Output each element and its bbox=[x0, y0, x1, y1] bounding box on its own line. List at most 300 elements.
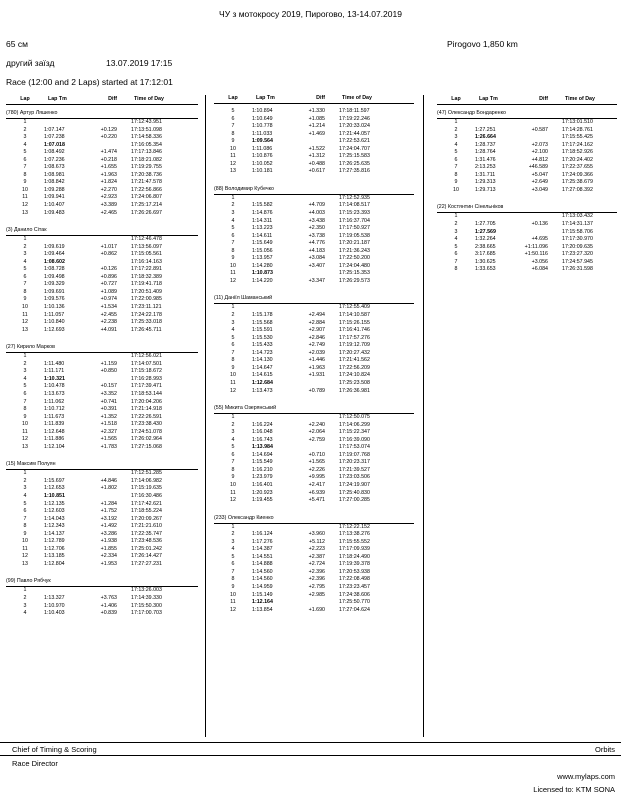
time-of-day: 17:15:55.425 bbox=[562, 134, 593, 141]
lap-row bbox=[6, 561, 198, 569]
lap-row bbox=[6, 244, 198, 252]
lap-diff: +3.763 bbox=[100, 594, 117, 601]
column-header bbox=[214, 94, 414, 104]
lap-number: 12 bbox=[22, 202, 28, 209]
lap-time: 1:16.210 bbox=[252, 466, 273, 473]
lap-row bbox=[6, 251, 198, 259]
lap-row bbox=[437, 119, 617, 127]
lap-number: 5 bbox=[454, 149, 458, 156]
lap-number: 13 bbox=[22, 443, 28, 450]
lap-time: 1:11.171 bbox=[44, 368, 65, 375]
lap-number: 7 bbox=[231, 349, 235, 356]
lap-number: 6 bbox=[23, 273, 27, 280]
lap-number: 8 bbox=[454, 171, 458, 178]
lap-time: 1:15.056 bbox=[252, 247, 273, 254]
lap-number: 12 bbox=[230, 387, 236, 394]
lap-time: 1:12.164 bbox=[252, 599, 273, 606]
lap-number: 6 bbox=[23, 508, 27, 515]
lap-diff: +3.056 bbox=[531, 258, 548, 265]
time-of-day: 17:17:42.621 bbox=[131, 500, 162, 507]
time-of-day: 17:12:55.409 bbox=[339, 304, 370, 311]
lap-row bbox=[214, 474, 414, 482]
time-of-day: 17:21:47.578 bbox=[131, 179, 162, 186]
column-header bbox=[6, 95, 198, 105]
lap-number: 8 bbox=[231, 466, 235, 473]
lap-number: 3 bbox=[23, 485, 27, 492]
lap-diff: +1.330 bbox=[308, 108, 325, 114]
time-of-day: 17:14:08.517 bbox=[339, 202, 370, 209]
lap-time: 1:15.549 bbox=[252, 459, 273, 466]
lap-row bbox=[6, 478, 198, 486]
lap-number: 2 bbox=[23, 594, 27, 601]
lap-time: 1:28.737 bbox=[475, 141, 496, 148]
time-of-day: 17:18:53.144 bbox=[131, 390, 162, 397]
lap-diff: +3.389 bbox=[100, 202, 117, 209]
lap-row bbox=[6, 516, 198, 524]
lap-time: 1:12.804 bbox=[44, 560, 65, 567]
header-lap-tm: Lap Tm bbox=[48, 96, 67, 102]
time-of-day: 17:16:41.746 bbox=[339, 327, 370, 334]
lap-row bbox=[437, 251, 617, 259]
lap-number: 5 bbox=[231, 108, 235, 114]
lap-row bbox=[214, 255, 414, 263]
time-of-day: 17:14:06.982 bbox=[131, 477, 162, 484]
lap-time: 1:12.653 bbox=[44, 485, 65, 492]
lap-diff: +2.350 bbox=[308, 225, 325, 232]
time-of-day: 17:14:07.501 bbox=[131, 360, 162, 367]
lap-number: 9 bbox=[231, 255, 235, 262]
lap-time: 1:15.568 bbox=[252, 319, 273, 326]
lap-time: 1:10.873 bbox=[252, 270, 273, 277]
time-of-day: 17:14:31.137 bbox=[562, 221, 593, 228]
lap-row bbox=[214, 437, 414, 445]
time-of-day: 17:22:50.200 bbox=[339, 255, 370, 262]
lap-number: 11 bbox=[22, 428, 28, 435]
time-of-day: 17:15:55.552 bbox=[339, 538, 370, 545]
lap-diff: +1.492 bbox=[100, 523, 117, 530]
lap-row bbox=[214, 357, 414, 365]
lap-diff: +2.334 bbox=[100, 553, 117, 560]
lap-number: 6 bbox=[231, 561, 235, 568]
rider-block bbox=[437, 203, 617, 273]
lap-diff: +1.752 bbox=[100, 508, 117, 515]
lap-diff: +3.960 bbox=[308, 531, 325, 538]
lap-time: 1:13.854 bbox=[252, 606, 273, 613]
lap-number: 12 bbox=[22, 319, 28, 326]
lap-time: 1:15.149 bbox=[252, 591, 273, 598]
time-of-day: 17:19:07.768 bbox=[339, 451, 370, 458]
lap-row bbox=[214, 561, 414, 569]
lap-time: 1:23.979 bbox=[252, 474, 273, 481]
time-of-day: 17:22:56.209 bbox=[339, 364, 370, 371]
lap-number: 5 bbox=[23, 500, 27, 507]
lap-diff: +0.136 bbox=[531, 221, 548, 228]
lap-row bbox=[437, 157, 617, 165]
lap-time: 1:13.673 bbox=[44, 390, 65, 397]
results-column-2 bbox=[214, 94, 414, 614]
lap-time: 1:16.048 bbox=[252, 429, 273, 436]
lap-row bbox=[214, 218, 414, 226]
lap-row bbox=[214, 240, 414, 248]
lap-row bbox=[6, 587, 198, 595]
lap-diff: +6.939 bbox=[308, 489, 325, 496]
time-of-day: 17:14:10.587 bbox=[339, 312, 370, 319]
lap-time: 1:09.576 bbox=[44, 296, 65, 303]
lap-row bbox=[214, 592, 414, 600]
lap-row bbox=[6, 149, 198, 157]
lap-row bbox=[6, 179, 198, 187]
lap-diff: +5.047 bbox=[531, 171, 548, 178]
time-of-day: 17:20:21.187 bbox=[339, 240, 370, 247]
lap-row bbox=[6, 194, 198, 202]
time-of-day: 17:24:10.824 bbox=[339, 372, 370, 379]
lap-number: 8 bbox=[454, 266, 458, 273]
header-lap-tm: Lap Tm bbox=[256, 95, 275, 101]
time-of-day: 17:20:51.409 bbox=[131, 288, 162, 295]
lap-number: 5 bbox=[23, 149, 27, 156]
lap-number: 12 bbox=[230, 277, 236, 284]
lap-number: 1 bbox=[454, 119, 458, 125]
lap-time: 1:10.778 bbox=[252, 123, 273, 130]
lap-row bbox=[6, 610, 198, 618]
lap-time: 1:19.455 bbox=[252, 497, 273, 504]
lap-diff: +1.655 bbox=[100, 164, 117, 171]
lap-diff: +2.396 bbox=[308, 576, 325, 583]
lap-diff: +4.091 bbox=[100, 326, 117, 333]
lap-row bbox=[6, 164, 198, 172]
lap-row bbox=[214, 380, 414, 388]
rider-block bbox=[214, 294, 414, 395]
time-of-day: 17:17:57.276 bbox=[339, 334, 370, 341]
time-of-day: 17:25:17.214 bbox=[131, 202, 162, 209]
lap-number: 6 bbox=[231, 342, 235, 349]
lap-diff: +0.488 bbox=[308, 160, 325, 167]
lap-number: 1 bbox=[23, 236, 27, 243]
lap-time: 1:14.888 bbox=[252, 561, 273, 568]
lap-time: 1:13.185 bbox=[44, 553, 65, 560]
lap-time: 1:10.712 bbox=[44, 406, 65, 413]
lap-diff: +3.407 bbox=[308, 262, 325, 269]
lap-number: 13 bbox=[230, 168, 236, 175]
lap-diff: +3.347 bbox=[308, 277, 325, 284]
lap-row bbox=[214, 263, 414, 271]
lap-number: 8 bbox=[23, 406, 27, 413]
lap-number: 11 bbox=[230, 153, 236, 160]
lap-diff: +1.474 bbox=[100, 149, 117, 156]
lap-row bbox=[6, 236, 198, 244]
race-director-label: Race Director bbox=[12, 759, 58, 768]
lap-row bbox=[6, 361, 198, 369]
lap-time: 1:16.224 bbox=[252, 421, 273, 428]
lap-diff: +2.226 bbox=[308, 466, 325, 473]
lap-diff: +1.446 bbox=[308, 357, 325, 364]
time-of-day: 17:21:41.562 bbox=[339, 357, 370, 364]
lap-diff: +0.727 bbox=[100, 281, 117, 288]
lap-time: 1:08.673 bbox=[44, 164, 65, 171]
time-of-day: 17:19:29.755 bbox=[131, 164, 162, 171]
time-of-day: 17:18:24.490 bbox=[339, 553, 370, 560]
lap-time: 1:29.713 bbox=[475, 186, 496, 193]
lap-number: 2 bbox=[231, 202, 235, 209]
lap-number: 4 bbox=[454, 141, 458, 148]
lap-row bbox=[6, 210, 198, 218]
header-lap-tm: Lap Tm bbox=[479, 96, 498, 102]
header-lap: Lap bbox=[20, 96, 30, 102]
lap-diff: +1.406 bbox=[100, 602, 117, 609]
time-of-day: 17:17:53.074 bbox=[339, 444, 370, 451]
time-of-day: 17:26:02.964 bbox=[131, 436, 162, 443]
rider-name: (3) Данило Сітак bbox=[6, 226, 198, 236]
time-of-day: 17:24:51.078 bbox=[131, 428, 162, 435]
time-of-day: 17:26:36.981 bbox=[339, 387, 370, 394]
lap-time: 1:14.387 bbox=[252, 546, 273, 553]
time-of-day: 17:25:01.242 bbox=[131, 545, 162, 552]
lap-row bbox=[6, 266, 198, 274]
lap-number: 3 bbox=[454, 134, 458, 141]
lap-number: 10 bbox=[22, 538, 28, 545]
time-of-day: 17:12:43.951 bbox=[131, 119, 162, 125]
rider-block bbox=[214, 108, 414, 176]
lap-time: 1:12.693 bbox=[44, 326, 65, 333]
lap-number: 3 bbox=[23, 602, 27, 609]
lap-time: 1:10.136 bbox=[44, 304, 65, 311]
lap-diff: +9.995 bbox=[308, 474, 325, 481]
lap-number: 3 bbox=[231, 210, 235, 217]
time-of-day: 17:22:35.747 bbox=[131, 530, 162, 537]
rider-name: (99) Павло Рябчук bbox=[6, 577, 198, 587]
lap-diff: +46.589 bbox=[528, 164, 548, 171]
header-time-of-day: Time of Day bbox=[134, 96, 164, 102]
header-diff: Diff bbox=[539, 96, 548, 102]
class-name: 65 см bbox=[6, 39, 28, 49]
time-of-day: 17:20:38.736 bbox=[131, 171, 162, 178]
lap-row bbox=[214, 168, 414, 176]
lap-number: 5 bbox=[231, 225, 235, 232]
lap-number: 4 bbox=[23, 375, 27, 382]
time-of-day: 17:17:22.891 bbox=[131, 266, 162, 273]
lap-diff: +0.896 bbox=[100, 273, 117, 280]
lap-row bbox=[214, 365, 414, 373]
lap-diff: +2.064 bbox=[308, 429, 325, 436]
header-diff: Diff bbox=[316, 95, 325, 101]
lap-number: 7 bbox=[23, 281, 27, 288]
lap-number: 9 bbox=[23, 413, 27, 420]
time-of-day: 17:12:56.021 bbox=[131, 353, 162, 360]
lap-time: 1:16.743 bbox=[252, 436, 273, 443]
lap-row bbox=[437, 259, 617, 267]
lap-row bbox=[214, 304, 414, 312]
time-of-day: 17:26:45.711 bbox=[131, 326, 162, 333]
lap-time: 1:09.329 bbox=[44, 281, 65, 288]
lap-number: 8 bbox=[23, 523, 27, 530]
time-of-day: 17:18:52.926 bbox=[562, 149, 593, 156]
lap-time: 1:08.602 bbox=[44, 258, 65, 265]
time-of-day: 17:17:50.927 bbox=[339, 225, 370, 232]
lap-time: 2:38.665 bbox=[475, 243, 496, 250]
rider-block bbox=[6, 226, 198, 334]
lap-number: 2 bbox=[23, 243, 27, 250]
lap-row bbox=[6, 603, 198, 611]
lap-number: 10 bbox=[230, 262, 236, 269]
time-of-day: 17:22:56.866 bbox=[131, 186, 162, 193]
lap-number: 10 bbox=[22, 421, 28, 428]
lap-diff: +1.159 bbox=[100, 360, 117, 367]
lap-diff: +3.352 bbox=[100, 390, 117, 397]
column-divider bbox=[423, 95, 424, 737]
lap-time: 1:09.619 bbox=[44, 243, 65, 250]
lap-number: 1 bbox=[454, 213, 458, 220]
lap-diff: +2.039 bbox=[308, 349, 325, 356]
time-of-day: 17:23:03.506 bbox=[339, 474, 370, 481]
lap-row bbox=[6, 312, 198, 320]
time-of-day: 17:13:26.003 bbox=[131, 587, 162, 594]
lap-number: 9 bbox=[23, 530, 27, 537]
lap-diff: +2.240 bbox=[308, 421, 325, 428]
results-column-1 bbox=[6, 95, 198, 618]
lap-time: 1:32.264 bbox=[475, 236, 496, 243]
track-name: Pirogovo 1,850 km bbox=[447, 39, 518, 49]
lap-number: 13 bbox=[22, 326, 28, 333]
time-of-day: 17:16:39.090 bbox=[339, 436, 370, 443]
lap-number: 11 bbox=[22, 194, 28, 201]
lap-diff: +5.471 bbox=[308, 497, 325, 504]
lap-diff: +2.238 bbox=[100, 319, 117, 326]
lap-row bbox=[6, 421, 198, 429]
lap-number: 7 bbox=[231, 123, 235, 130]
lap-row bbox=[214, 414, 414, 422]
lap-row bbox=[6, 157, 198, 165]
time-of-day: 17:12:22.152 bbox=[339, 523, 370, 530]
lap-diff: +2.270 bbox=[100, 186, 117, 193]
time-of-day: 17:16:37.704 bbox=[339, 217, 370, 224]
lap-time: 1:14.611 bbox=[252, 232, 273, 239]
lap-row bbox=[6, 327, 198, 335]
lap-number: 6 bbox=[23, 390, 27, 397]
lap-row bbox=[214, 444, 414, 452]
time-of-day: 17:16:05.354 bbox=[131, 141, 162, 148]
lap-number: 4 bbox=[231, 436, 235, 443]
lap-row bbox=[214, 278, 414, 286]
lap-row bbox=[214, 459, 414, 467]
lap-diff: +4.709 bbox=[308, 202, 325, 209]
time-of-day: 17:15:50.300 bbox=[131, 602, 162, 609]
lap-diff: +2.455 bbox=[100, 311, 117, 318]
lap-time: 1:31.476 bbox=[475, 156, 496, 163]
time-of-day: 17:20:33.024 bbox=[339, 123, 370, 130]
lap-time: 1:13.957 bbox=[252, 255, 273, 262]
time-of-day: 17:19:05.538 bbox=[339, 232, 370, 239]
time-of-day: 17:24:09.366 bbox=[562, 171, 593, 178]
lap-number: 3 bbox=[23, 134, 27, 141]
lap-row bbox=[214, 233, 414, 241]
time-of-day: 17:24:22.178 bbox=[131, 311, 162, 318]
lap-number: 6 bbox=[231, 451, 235, 458]
lap-diff: +1.518 bbox=[100, 421, 117, 428]
time-of-day: 17:27:15.068 bbox=[131, 443, 162, 450]
lap-diff: +0.220 bbox=[100, 134, 117, 141]
lap-time: 1:30.625 bbox=[475, 258, 496, 265]
lap-row bbox=[214, 153, 414, 161]
time-of-day: 17:15:58.706 bbox=[562, 228, 593, 235]
lap-row bbox=[437, 229, 617, 237]
lap-row bbox=[214, 497, 414, 505]
time-of-day: 17:19:12.709 bbox=[339, 342, 370, 349]
lap-row bbox=[214, 539, 414, 547]
lap-row bbox=[437, 142, 617, 150]
lap-time: 1:14.647 bbox=[252, 364, 273, 371]
lap-number: 10 bbox=[230, 145, 236, 152]
lap-row bbox=[6, 391, 198, 399]
lap-row bbox=[214, 131, 414, 139]
lap-time: 1:12.648 bbox=[44, 428, 65, 435]
lap-number: 2 bbox=[23, 126, 27, 133]
lap-time: 1:14.615 bbox=[252, 372, 273, 379]
time-of-day: 17:21:21.610 bbox=[131, 523, 162, 530]
lap-number: 2 bbox=[23, 477, 27, 484]
lap-time: 1:14.723 bbox=[252, 349, 273, 356]
lap-time: 1:07.147 bbox=[44, 126, 65, 133]
lap-number: 3 bbox=[231, 538, 235, 545]
lap-number: 11 bbox=[230, 270, 236, 277]
header-time-of-day: Time of Day bbox=[565, 96, 595, 102]
rider-block bbox=[6, 577, 198, 617]
lap-number: 3 bbox=[231, 319, 235, 326]
time-of-day: 17:13:38.276 bbox=[339, 531, 370, 538]
rider-block bbox=[214, 404, 414, 505]
lap-number: 2 bbox=[231, 312, 235, 319]
lap-row bbox=[214, 584, 414, 592]
lap-number: 7 bbox=[23, 398, 27, 405]
lap-number: 7 bbox=[231, 568, 235, 575]
lap-diff: +0.126 bbox=[100, 266, 117, 273]
lap-time: 1:14.220 bbox=[252, 277, 273, 284]
lap-row bbox=[437, 236, 617, 244]
lap-row bbox=[437, 172, 617, 180]
lap-row bbox=[6, 296, 198, 304]
lap-row bbox=[6, 127, 198, 135]
time-of-day: 17:24:19.907 bbox=[339, 481, 370, 488]
lap-time: 1:07.236 bbox=[44, 156, 65, 163]
lap-number: 8 bbox=[231, 247, 235, 254]
lap-row bbox=[6, 304, 198, 312]
lap-diff: +2.223 bbox=[308, 546, 325, 553]
lap-diff: +1.690 bbox=[308, 606, 325, 613]
rider-block bbox=[6, 343, 198, 451]
time-of-day: 17:13:03.432 bbox=[562, 213, 593, 220]
lap-number: 1 bbox=[231, 194, 235, 201]
time-of-day: 17:19:39.378 bbox=[339, 561, 370, 568]
time-of-day: 17:13:01.510 bbox=[562, 119, 593, 125]
lap-row bbox=[6, 546, 198, 554]
time-of-day: 17:24:57.945 bbox=[562, 258, 593, 265]
lap-row bbox=[214, 531, 414, 539]
lap-number: 7 bbox=[231, 459, 235, 466]
lap-row bbox=[214, 123, 414, 131]
lap-number: 1 bbox=[23, 119, 27, 125]
lap-diff: +2.417 bbox=[308, 481, 325, 488]
orbits-label: Orbits bbox=[594, 745, 615, 754]
lap-row bbox=[6, 187, 198, 195]
lap-diff: +1.089 bbox=[100, 288, 117, 295]
time-of-day: 17:16:14.163 bbox=[131, 258, 162, 265]
lap-row bbox=[214, 116, 414, 124]
lap-time: 1:15.178 bbox=[252, 312, 273, 319]
lap-diff: +1:50.116 bbox=[524, 251, 548, 258]
time-of-day: 17:22:00.985 bbox=[131, 296, 162, 303]
lap-number: 12 bbox=[22, 436, 28, 443]
lap-time: 1:10.851 bbox=[44, 492, 65, 499]
lap-time: 1:11.086 bbox=[252, 145, 273, 152]
